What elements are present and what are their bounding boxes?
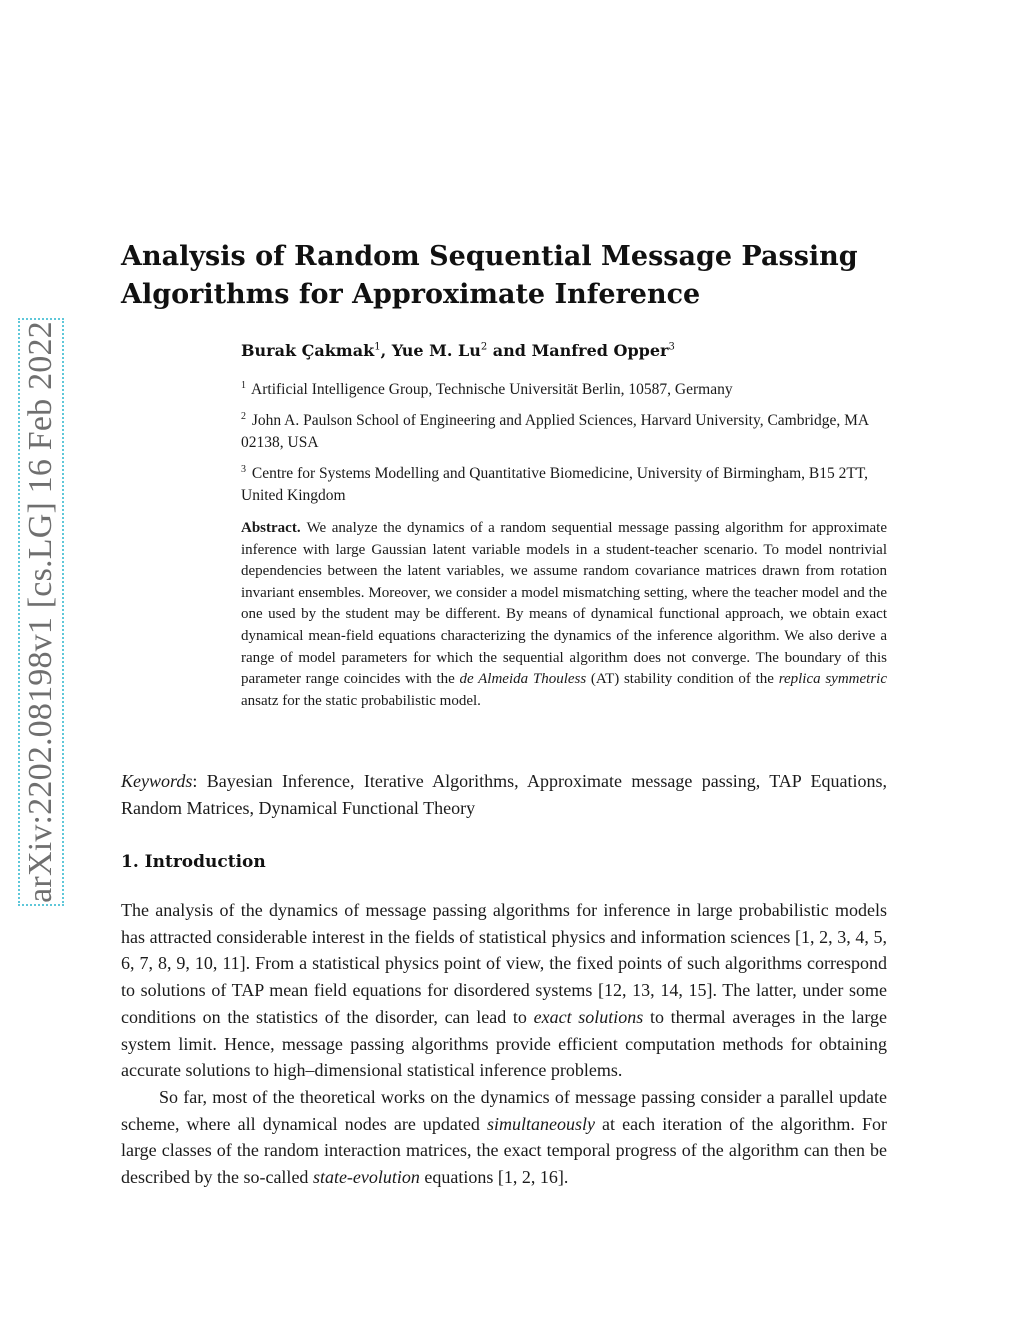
author-separator: , bbox=[380, 341, 392, 360]
abstract-text: ansatz for the static probabilistic model. bbox=[241, 692, 481, 709]
affiliation-text: John A. Paulson School of Engineering and Applied Sciences, Harvard University, Cambridge, MA 02138, USA bbox=[241, 412, 869, 452]
affiliation bbox=[241, 459, 881, 507]
author-affiliation-mark: 2 bbox=[480, 341, 488, 353]
paper-title: Analysis of Random Sequential Message Passing Algorithms for Approximate Inference bbox=[121, 241, 858, 310]
affiliation-text: Centre for Systems Modelling and Quantitative Biomedicine, University of Birmingham, B15 2TT, United Kingdom bbox=[241, 465, 869, 505]
keywords-label: Keywords bbox=[121, 771, 193, 791]
author-name: Burak Çakmak bbox=[241, 341, 375, 360]
abstract-text: We analyze the dynamics of a random sequential message passing algorithm for approximate inference with large Gaussian latent variable models in a student-teacher scenario. To model nontrivial dependencies between the latent variables, we assume random covariance matrices drawn from rotation invariant ensembles. Moreover, we consider a model mismatching setting, where the teacher model and the one used by the student may be different. By means of dynamical functional approach, we obtain exact dynamical mean-field equations characterizing the dynamics of the inference algorithm. We also derive a range of model parameters for which the sequential algorithm does not converge. The boundary of this parameter range coincides with the bbox=[241, 520, 887, 688]
paragraph-emphasis: state-evolution bbox=[312, 1167, 420, 1188]
affiliation bbox=[241, 406, 881, 454]
section-heading-introduction: 1. Introduction bbox=[121, 852, 266, 872]
author-list bbox=[241, 341, 675, 360]
paragraph-text: So far, most of the theoretical works on the dynamics of message passing consider a parallel update scheme, where all dynamical nodes are updated bbox=[121, 1086, 887, 1134]
abstract-text: (AT) stability condition of the bbox=[586, 671, 779, 688]
abstract-label: Abstract. bbox=[241, 520, 301, 536]
affiliation-list bbox=[241, 375, 881, 512]
paragraph-text: The analysis of the dynamics of message passing algorithms for inference in large probabilistic models has attracted considerable interest in the fields of statistical physics and information sciences [1, 2, 3, 4, 5, 6, 7, 8, 9, 10, 11]. From a statistical physics point of view, the fixed points of such algorithms correspond to solutions of TAP mean field equations for disordered systems [12, 13, 14, 15]. The latter, under some conditions on the statistics of the disorder, can lead to bbox=[121, 900, 887, 1027]
affiliation-number: 2 bbox=[241, 411, 246, 423]
paragraph bbox=[121, 1084, 887, 1191]
paragraph-text: equations [1, 2, 16]. bbox=[419, 1167, 569, 1188]
affiliation-text: Artificial Intelligence Group, Technische Universität Berlin, 10587, Germany bbox=[251, 381, 733, 399]
abstract bbox=[241, 518, 887, 712]
author-affiliation-mark: 1 bbox=[374, 341, 381, 353]
arxiv-identifier-text: arXiv:2202.08198v1 [cs.LG] 16 Feb 2022 bbox=[22, 321, 59, 903]
introduction-body bbox=[121, 897, 887, 1191]
affiliation-number: 1 bbox=[241, 380, 246, 391]
author-name: Manfred Opper bbox=[531, 341, 669, 360]
paragraph-text: at each iteration of the algorithm. For large classes of the random interaction matrices, the exact temporal progress of the algorithm can then be described by the so-called bbox=[121, 1113, 887, 1188]
paragraph-text: to thermal averages in the large system limit. Hence, message passing algorithms provide efficient computation methods for obtaining accurate solutions to high–dimensional statistical inference problems. bbox=[121, 1006, 887, 1081]
affiliation bbox=[241, 375, 881, 401]
paragraph bbox=[121, 897, 887, 1084]
abstract-emphasis: replica symmetric bbox=[778, 671, 887, 688]
paragraph-emphasis: exact solutions bbox=[533, 1006, 644, 1027]
paragraph-emphasis: simultaneously bbox=[486, 1113, 595, 1134]
arxiv-identifier-stamp bbox=[18, 318, 64, 906]
author-name: Yue M. Lu bbox=[391, 341, 481, 360]
author-separator: and bbox=[487, 341, 532, 360]
keywords-text: : Bayesian Inference, Iterative Algorithms, Approximate message passing, TAP Equations, Random Matrices, Dynamical Functional Theory bbox=[121, 771, 887, 818]
abstract-emphasis: de Almeida Thouless bbox=[459, 671, 587, 688]
keywords bbox=[121, 768, 887, 822]
affiliation-number: 3 bbox=[241, 464, 246, 476]
author-affiliation-mark: 3 bbox=[668, 341, 675, 353]
